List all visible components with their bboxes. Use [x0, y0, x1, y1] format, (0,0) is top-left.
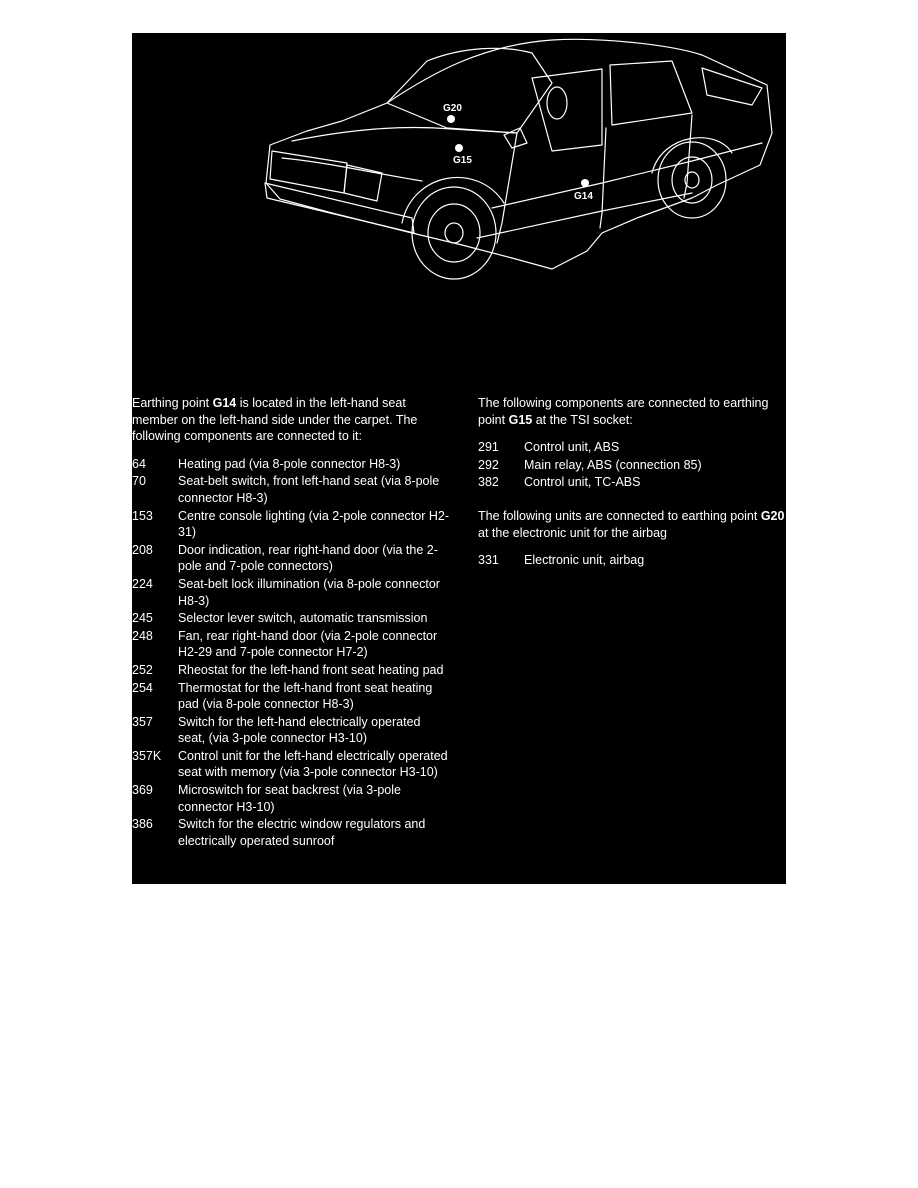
list-item — [478, 552, 786, 569]
car-bumper — [265, 183, 414, 233]
list-item — [132, 542, 450, 575]
car-earthing-diagram — [132, 33, 786, 363]
list-item — [132, 662, 450, 679]
list-item — [132, 473, 450, 506]
component-number: 369 — [132, 783, 153, 798]
car-windshield — [387, 48, 552, 133]
g20-intro: The following units are connected to earthing point G20 at the electronic unit for the airbag — [478, 508, 785, 540]
g15-point-ref: G15 — [508, 412, 533, 427]
component-description: Centre console lighting (via 2-pole connector H2-31) — [178, 508, 449, 540]
g15-point-marker — [455, 144, 463, 152]
component-number: 70 — [132, 474, 146, 489]
component-description: Main relay, ABS (connection 85) — [524, 457, 702, 472]
car-door-line-front — [497, 133, 517, 243]
component-number: 386 — [132, 817, 153, 832]
list-item — [132, 610, 450, 627]
component-description: Seat-belt switch, front left-hand seat (via 8-pole connector H8-3) — [178, 474, 440, 505]
component-number: 357 — [132, 714, 153, 729]
g20-point-marker — [447, 115, 455, 123]
car-front-window — [532, 69, 602, 151]
car-rear-window — [610, 61, 692, 125]
component-description: Seat-belt lock illumination (via 8-pole connector H8-3) — [178, 576, 440, 608]
list-item — [132, 816, 450, 849]
list-item — [132, 456, 450, 473]
component-number: 245 — [132, 611, 153, 626]
document-panel — [132, 33, 786, 884]
component-description: Control unit for the left-hand electrically operated seat with memory (via 3-pole connector H3-10) — [178, 748, 448, 780]
component-number: 224 — [132, 576, 153, 591]
g15-g20-section — [478, 395, 786, 570]
g14-point-marker — [581, 179, 589, 187]
list-item — [132, 748, 450, 781]
list-item — [132, 680, 450, 713]
g20-component-list — [478, 552, 786, 569]
component-description: Rheostat for the left-hand front seat heating pad — [178, 662, 444, 677]
car-front-wheel — [412, 187, 496, 279]
g15-intro: The following components are connected to earthing point G15 at the TSI socket: — [478, 396, 769, 427]
component-description: Switch for the left-hand electrically operated seat, (via 3-pole connector H3-10) — [178, 714, 421, 746]
component-description: Switch for the electric window regulators and electrically operated sunroof — [178, 817, 426, 848]
g20-point-ref: G20 — [760, 508, 785, 523]
car-door-line-rear — [600, 128, 606, 228]
component-number: 248 — [132, 628, 153, 643]
g14-section — [132, 395, 450, 850]
list-item — [132, 576, 450, 609]
component-description: Heating pad (via 8-pole connector H8-3) — [178, 456, 401, 471]
component-description: Selector lever switch, automatic transmission — [178, 611, 428, 626]
component-number: 382 — [478, 475, 499, 490]
g20-label: G20 — [443, 103, 462, 114]
list-item — [132, 508, 450, 541]
g14-point-ref: G14 — [212, 396, 237, 410]
car-hood-crease — [282, 158, 422, 181]
component-description: Door indication, rear right-hand door (via the 2-pole and 7-pole connectors) — [178, 542, 438, 574]
car-roof-outline — [266, 39, 772, 269]
list-item — [132, 628, 450, 661]
g14-intro: Earthing point G14 is located in the left-hand seat member on the left-hand side under the carpet. The following components are connected to it: — [132, 396, 418, 444]
component-number: 252 — [132, 662, 153, 677]
g15-label: G15 — [453, 155, 472, 166]
component-description: Electronic unit, airbag — [524, 553, 645, 568]
g14-component-list — [132, 456, 450, 850]
component-number: 153 — [132, 508, 153, 523]
component-number: 254 — [132, 680, 153, 695]
list-item — [478, 474, 786, 491]
component-number: 64 — [132, 456, 146, 471]
g15-component-list — [478, 439, 786, 491]
component-number: 331 — [478, 553, 499, 568]
car-front-arch — [402, 177, 504, 223]
component-number: 208 — [132, 542, 153, 557]
car-hood-line — [292, 128, 517, 142]
component-number: 357K — [132, 748, 162, 763]
component-description: Microswitch for seat backrest (via 3-pole connector H3-10) — [178, 783, 401, 814]
list-item — [478, 439, 786, 456]
list-item — [132, 714, 450, 747]
component-description: Control unit, TC-ABS — [524, 475, 641, 490]
component-number: 292 — [478, 457, 499, 472]
component-description: Control unit, ABS — [524, 440, 620, 455]
component-description: Thermostat for the left-hand front seat heating pad (via 8-pole connector H8-3) — [178, 680, 433, 712]
car-steering-wheel — [547, 87, 567, 119]
component-number: 291 — [478, 440, 499, 455]
list-item — [478, 457, 786, 474]
list-item — [132, 782, 450, 815]
g14-label: G14 — [574, 191, 593, 202]
car-rear-wheel — [658, 142, 726, 218]
component-description: Fan, rear right-hand door (via 2-pole connector H2-29 and 7-pole connector H7-2) — [178, 628, 438, 660]
car-quarter-window — [702, 68, 762, 105]
